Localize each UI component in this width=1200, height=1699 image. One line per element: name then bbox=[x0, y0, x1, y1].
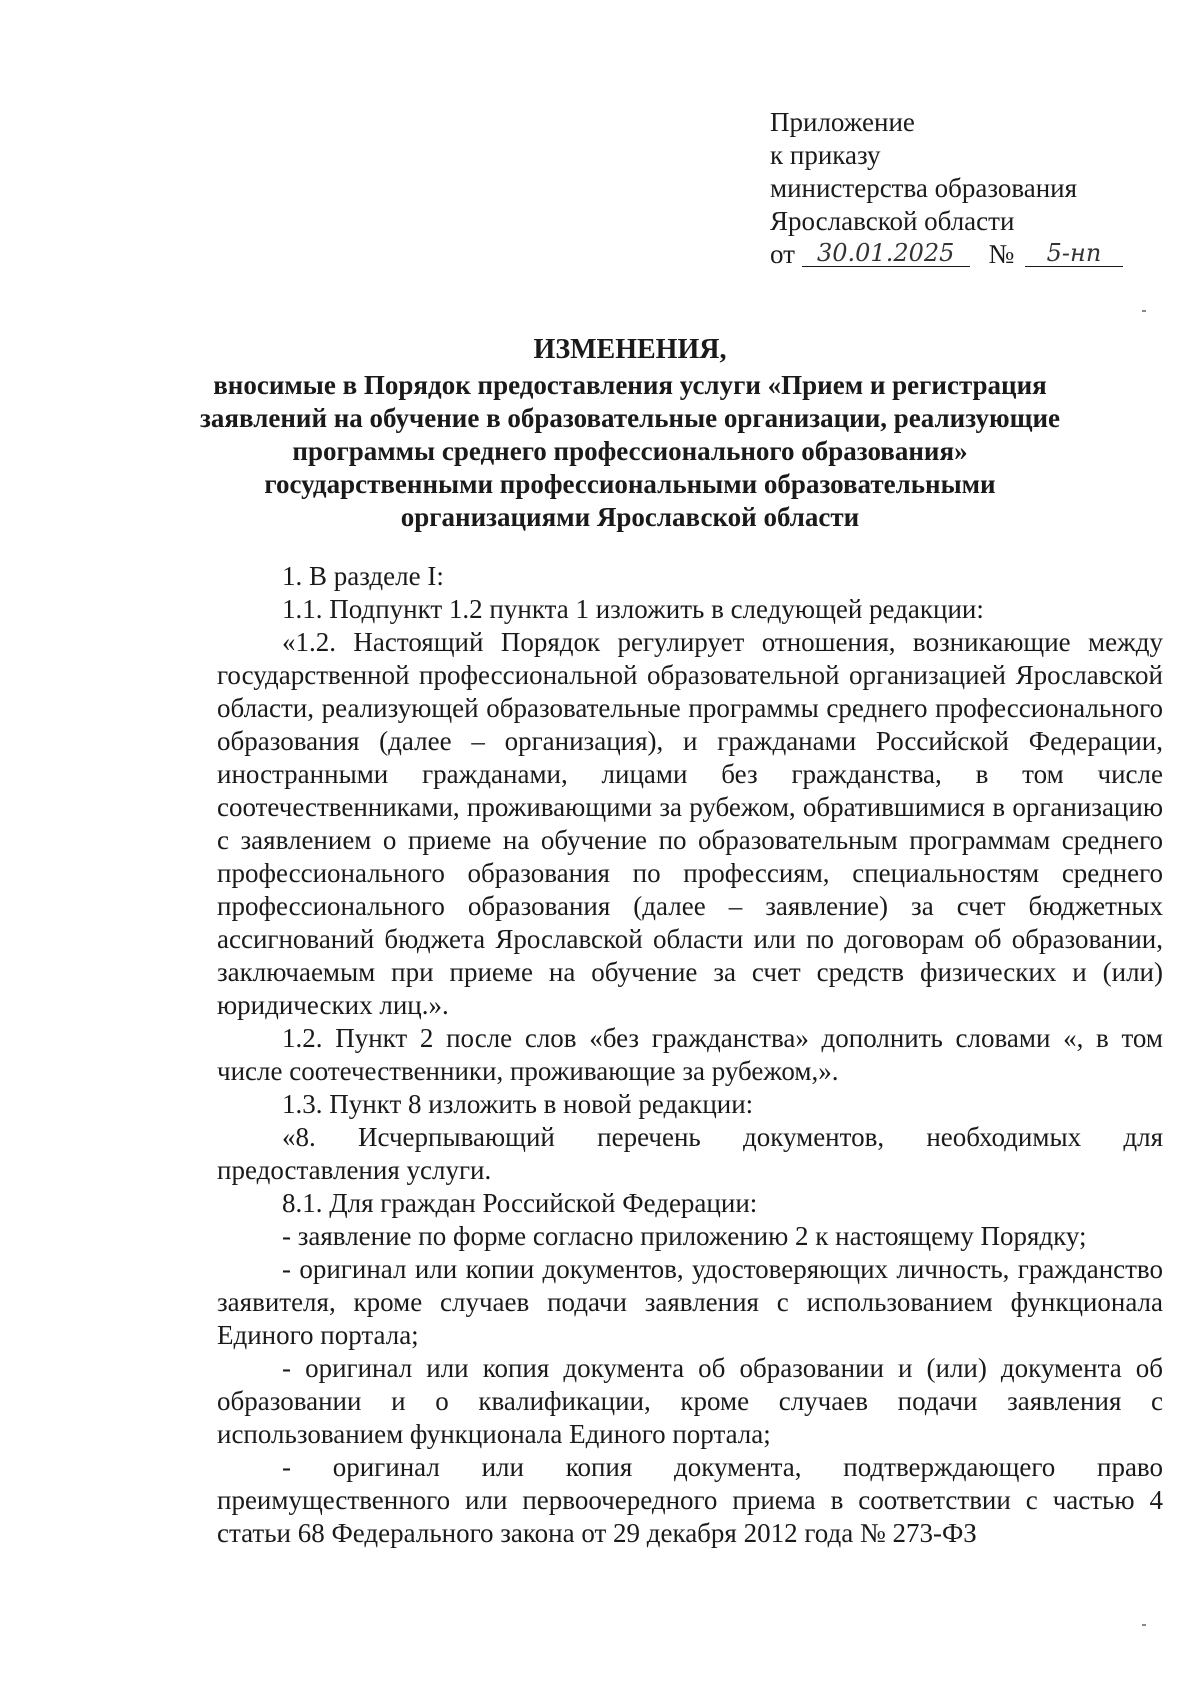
appendix-header bbox=[770, 106, 1170, 271]
number-label: № bbox=[988, 239, 1015, 269]
paragraph-section-1: 1. В разделе I: bbox=[282, 561, 444, 591]
handwritten-date: 30.01.2025 bbox=[802, 240, 970, 267]
paragraph-1-3: 1.3. Пункт 8 изложить в новой редакции: bbox=[282, 1089, 754, 1119]
list-item-identity-docs: - оригинал или копии документов, удостоверяющих личность, гражданство заявителя, кроме случаев подачи заявления с использованием функционала Единого портала; bbox=[217, 1254, 1163, 1350]
list-item-application: - заявление по форме согласно приложению 2 к настоящему Порядку; bbox=[282, 1221, 1087, 1251]
title-main: ИЗМЕНЕНИЯ, bbox=[533, 334, 727, 365]
handwritten-number: 5-нп bbox=[1025, 240, 1123, 267]
document-body bbox=[217, 560, 1163, 1550]
order-date-number-line bbox=[770, 238, 1170, 271]
paragraph-1-1: 1.1. Подпункт 1.2 пункта 1 изложить в следующей редакции: bbox=[282, 594, 984, 624]
list-item-education-docs: - оригинал или копия документа об образовании и (или) документа об образовании и о квалификации, кроме случаев подачи заявления с использованием функционала Единого портала; bbox=[217, 1353, 1163, 1449]
paragraph-1-2-quote: «1.2. Настоящий Порядок регулирует отношения, возникающие между государственной профессиональной образовательной организацией Ярославской области, реализующей образовательные программы среднего профессионального образования (далее – организация), и гражданами Российской Федерации, иностранными гражданами, лицами без гражданства, в том числе соотечественниками, проживающими за рубежом, обратившимися в организацию с заявлением о приеме на обучение по образовательным программам среднего профессионального образования по профессиям, специальностям среднего профессионального образования (далее – заявление) за счет бюджетных ассигнований бюджета Ярославской области или по договорам об образовании, заключаемым при приеме на обучение за счет средств физических и (или) юридических лиц.». bbox=[217, 627, 1163, 1020]
from-label: от bbox=[770, 239, 795, 269]
appendix-line-3: министерства образования bbox=[770, 173, 1078, 203]
title-line-1: вносимые в Порядок предоставления услуги «Прием и регистрация bbox=[213, 370, 1047, 400]
paragraph-1-2: 1.2. Пункт 2 после слов «без гражданства» дополнить словами «, в том числе соотечественники, проживающие за рубежом,». bbox=[217, 1023, 1163, 1086]
list-item-priority-docs: - оригинал или копия документа, подтверждающего право преимущественного или первоочередного приема в соответствии с частью 4 статьи 68 Федерального закона от 29 декабря 2012 года № 273-ФЗ bbox=[217, 1452, 1163, 1548]
scan-speck bbox=[1142, 310, 1146, 312]
scan-speck bbox=[1142, 1624, 1146, 1626]
paragraph-8-1: 8.1. Для граждан Российской Федерации: bbox=[282, 1188, 758, 1218]
title-line-5: организациями Ярославской области bbox=[400, 502, 860, 532]
appendix-line-2: к приказу bbox=[770, 140, 881, 170]
title-line-4: государственными профессиональными образовательными bbox=[264, 469, 996, 499]
title-line-3: программы среднего профессионального образования» bbox=[292, 436, 968, 466]
title-line-2: заявлений на обучение в образовательные организации, реализующие bbox=[200, 403, 1060, 433]
appendix-line-4: Ярославской области bbox=[770, 206, 1015, 236]
paragraph-8: «8. Исчерпывающий перечень документов, необходимых для предоставления услуги. bbox=[217, 1122, 1163, 1185]
appendix-line-1: Приложение bbox=[770, 107, 915, 137]
document-title bbox=[150, 333, 1110, 534]
